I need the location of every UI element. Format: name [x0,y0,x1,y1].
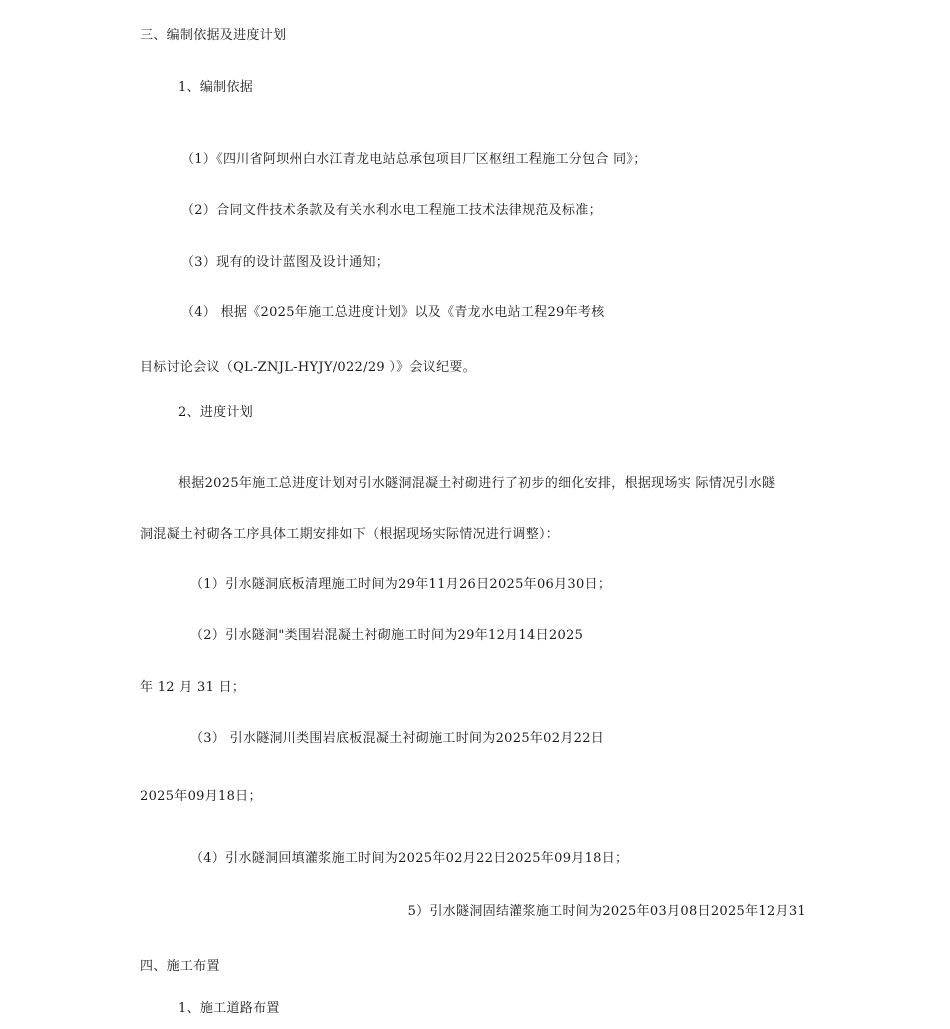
schedule-item-2: （2）引水隧洞"类围岩混凝土衬砌施工时间为29年12月14日2025 [190,628,584,643]
basis-item-2: （2）合同文件技术条款及有关水利水电工程施工技术法律规范及标准； [181,203,602,218]
basis-item-4-continued: 目标讨论会议（QL-ZNJL-HYJY/022/29 ）》会议纪要。 [140,360,476,375]
schedule-item-3-continued: 2025年09月18日； [140,789,262,804]
schedule-intro-line-1: 根据2025年施工总进度计划对引水隧洞混凝土衬砌进行了初步的细化安排，根据现场实 际情况引水隧 [178,476,776,491]
schedule-item-3: （3） 引水隧洞川类围岩底板混凝土衬砌施工时间为2025年02月22日 [190,731,605,746]
section-3-heading: 三、编制依据及进度计划 [140,28,287,43]
schedule-item-4: （4）引水隧洞回填灌浆施工时间为2025年02月22日2025年09月18日； [190,851,629,866]
subsection-basis-heading: 1、编制依据 [178,80,254,95]
basis-item-1: （1）《四川省阿坝州白水江青龙电站总承包项目厂区枢纽工程施工分包合 同》； [181,152,647,167]
schedule-item-5: 5）引水隧洞固结灌浆施工时间为2025年03月08日2025年12月31 [407,904,806,919]
schedule-intro-line-2: 洞混凝土衬砌各工序具体工期安排如下（根据现场实际情况进行调整）： [140,527,560,542]
schedule-item-2-continued: 年 12 月 31 日； [140,680,246,695]
section-4-heading: 四、施工布置 [140,959,220,974]
basis-item-3: （3）现有的设计蓝图及设计通知； [181,255,390,270]
schedule-item-1: （1）引水隧洞底板清理施工时间为29年11月26日2025年06月30日； [190,577,612,592]
basis-item-4: （4） 根据《2025年施工总进度计划》以及《青龙水电站工程29年考核 [181,305,605,320]
subsection-roads-heading: 1、施工道路布置 [178,1001,280,1016]
subsection-schedule-heading: 2、进度计划 [178,405,254,420]
